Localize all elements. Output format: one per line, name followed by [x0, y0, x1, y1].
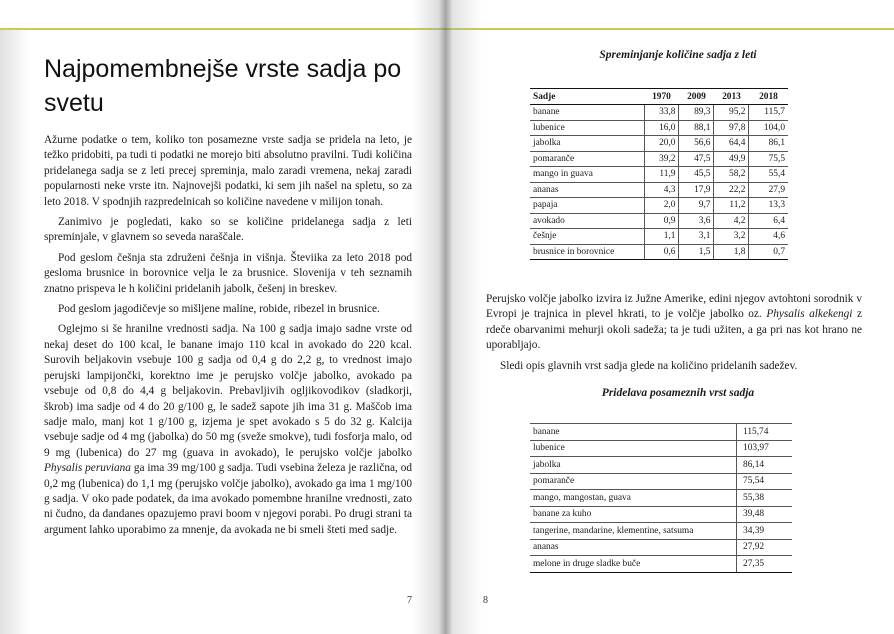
header-year-1970: 1970 — [644, 89, 679, 105]
paragraph-4: Pod geslom jagodičevje so mišljene maline, robide, ribezel in brusnice. — [58, 303, 380, 316]
value-cell: 45,5 — [679, 167, 714, 183]
value-cell: 75,5 — [749, 151, 788, 167]
table-row — [530, 539, 792, 556]
table-row — [530, 136, 788, 152]
fruit-name-cell: ananas — [530, 182, 644, 198]
value-cell: 75,54 — [737, 473, 793, 490]
value-cell: 0,6 — [644, 244, 679, 260]
fruit-production-table — [530, 423, 792, 573]
fruit-name-cell: jabolka — [530, 457, 737, 474]
fruit-name-cell: ananas — [530, 539, 737, 556]
table-row — [530, 556, 792, 573]
species-name: Physalis peruviana — [44, 462, 131, 475]
table-row — [530, 120, 788, 136]
value-cell: 13,3 — [749, 198, 788, 214]
fruit-name-cell: melone in druge sladke buče — [530, 556, 737, 573]
fruit-name-cell: mango, mangostan, guava — [530, 490, 737, 507]
paragraph-physalis — [486, 292, 862, 354]
table-2-caption: Pridelava posameznih vrst sadja — [601, 387, 755, 399]
fruit-name-cell: lubenice — [530, 440, 737, 457]
table-row — [530, 523, 792, 540]
table-row — [530, 198, 788, 214]
value-cell: 0,7 — [749, 244, 788, 260]
right-page — [483, 30, 870, 630]
paragraph-5-text: Oglejmo si še hranilne vrednosti sadja. Na 100 g sadja imajo sadne vrste od nekaj deset do 100 kcal, le banane imajo 110 kcal in avokado do 220 kcal. Surovih beljakovin vsebuje 100 g sadja od 0,4 g do 2,2 g, to vrednost imajo perujski lampijončki, korektno ime je perujsko volčje jabolko, avokado pa vsebuje od 0,8 do 4,4 g beljakovin. Prebavljivih ogljikovodikov (sladkorji, škrob) ima sadje od 4 do 20 g/100 g, le sadež sapote jih ima 31 g. Maščob ima sadje malo, manj kot 1 g/100 g, izjema je spet avokado s 5 do 32 g. Kalcija vsebuje sadje od 4 mg (jabolka) do 50 mg (sveže smokve), tudi fosforja malo, od 9 mg (lubenica) do 27 mg (guava in avokado), le perujsko volčje jabolko — [44, 323, 412, 459]
fruit-name-cell: tangerine, mandarine, klementine, satsuma — [530, 523, 737, 540]
paragraph-5-text-end: ga ima 39 mg/100 g sadja. Tudi vsebina železa je različna, od 0,2 mg (lubenica) do 1,1 mg (perujsko volčje jabolko), avokado ga ima 1 mg/100 g sadja. V oko pade podatek, da ima avokado pomembne hranilne vrednosti, zato ni čudno, da dandanes opazujemo pravi boom v njegovi porabi. Po drugi strani ta argument lahko uporabimo za mnenje, da avokada ne bi smeli šteti med sadje. — [44, 462, 412, 536]
fruit-name-cell: pomaranče — [530, 473, 737, 490]
table-row — [530, 229, 788, 245]
paragraph-5 — [44, 322, 412, 538]
value-cell: 27,92 — [737, 539, 793, 556]
value-cell: 115,7 — [749, 105, 788, 121]
table-row — [530, 457, 792, 474]
value-cell: 58,2 — [714, 167, 749, 183]
value-cell: 2,0 — [644, 198, 679, 214]
value-cell: 95,2 — [714, 105, 749, 121]
right-body-text — [486, 292, 862, 379]
value-cell: 55,4 — [749, 167, 788, 183]
fruit-name-cell: pomaranče — [530, 151, 644, 167]
fruit-change-table — [530, 88, 788, 260]
table-row — [530, 213, 788, 229]
table-row — [530, 506, 792, 523]
fruit-name-cell: lubenice — [530, 120, 644, 136]
table-1-caption: Spreminjanje količine sadja z leti — [599, 49, 757, 61]
value-cell: 6,4 — [749, 213, 788, 229]
page-edge-shade — [0, 30, 30, 634]
value-cell: 86,1 — [749, 136, 788, 152]
value-cell: 17,9 — [679, 182, 714, 198]
value-cell: 104,0 — [749, 120, 788, 136]
value-cell: 1,1 — [644, 229, 679, 245]
fruit-name-cell: mango in guava — [530, 167, 644, 183]
paragraph-1: Ažurne podatke o tem, koliko ton posamezne vrste sadja se pridela na leto, je težko pridobiti, pa tudi ti podatki ne morejo biti absolutno pravilni. Tudi količina pridelanega sadja se z leti precej spreminja, malo zaradi vremena, nekaj zaradi popularnosti neke vrste itn. Najnovejši podatki, ki sem jih našel na spletu, so za leto 2018. V spodnjih razpredelnicah so količine navedene v milijon tonah. — [44, 134, 412, 208]
value-cell: 34,39 — [737, 523, 793, 540]
header-year-2018: 2018 — [749, 89, 788, 105]
value-cell: 16,0 — [644, 120, 679, 136]
book-gutter — [412, 0, 482, 634]
fruit-name-cell: banane — [530, 105, 644, 121]
paragraph-intro: Sledi opis glavnih vrst sadja glede na količino pridelanih sadežev. — [500, 359, 798, 372]
fruit-name-cell: papaja — [530, 198, 644, 214]
value-cell: 11,2 — [714, 198, 749, 214]
header-year-2013: 2013 — [714, 89, 749, 105]
value-cell: 115,74 — [737, 424, 793, 441]
value-cell: 89,3 — [679, 105, 714, 121]
fruit-name-cell: banane za kuho — [530, 506, 737, 523]
left-page — [44, 30, 416, 630]
value-cell: 9,7 — [679, 198, 714, 214]
header-fruit: Sadje — [530, 89, 644, 105]
table-row — [530, 151, 788, 167]
table-row — [530, 244, 788, 260]
value-cell: 1,8 — [714, 244, 749, 260]
table-row — [530, 473, 792, 490]
paragraph-2: Zanimivo je pogledati, kako so se količine pridelanega sadja z leti spreminjale, v glavnem so seveda naraščale. — [44, 216, 412, 244]
value-cell: 27,9 — [749, 182, 788, 198]
page-number-left: 7 — [407, 595, 412, 606]
value-cell: 39,48 — [737, 506, 793, 523]
value-cell: 55,38 — [737, 490, 793, 507]
table-row — [530, 424, 792, 441]
value-cell: 3,6 — [679, 213, 714, 229]
value-cell: 4,3 — [644, 182, 679, 198]
value-cell: 4,6 — [749, 229, 788, 245]
table-row — [530, 490, 792, 507]
value-cell: 97,8 — [714, 120, 749, 136]
fruit-name-cell: avokado — [530, 213, 644, 229]
table-row — [530, 167, 788, 183]
value-cell: 20,0 — [644, 136, 679, 152]
value-cell: 64,4 — [714, 136, 749, 152]
fruit-name-cell: češnje — [530, 229, 644, 245]
value-cell: 4,2 — [714, 213, 749, 229]
value-cell: 56,6 — [679, 136, 714, 152]
value-cell: 39,2 — [644, 151, 679, 167]
value-cell: 22,2 — [714, 182, 749, 198]
paragraph-3: Pod geslom češnja sta združeni češnja in višnja. Števiika za leto 2018 pod gesloma brusnice in borovnice velja le za brusnice. Slovenija v teh seznamih znatno prispeva le h količini pridelanih jabolk, češenj in breskev. — [44, 251, 412, 295]
table-row — [530, 182, 788, 198]
value-cell: 11,9 — [644, 167, 679, 183]
page-heading: Najpomembnejše vrste sadja po svetu — [44, 55, 402, 117]
left-body-text — [44, 133, 412, 543]
fruit-name-cell: brusnice in borovnice — [530, 244, 644, 260]
value-cell: 47,5 — [679, 151, 714, 167]
value-cell: 103,97 — [737, 440, 793, 457]
value-cell: 86,14 — [737, 457, 793, 474]
value-cell: 3,2 — [714, 229, 749, 245]
table-header-row — [530, 89, 788, 105]
value-cell: 88,1 — [679, 120, 714, 136]
value-cell: 0,9 — [644, 213, 679, 229]
value-cell: 27,35 — [737, 556, 793, 573]
value-cell: 33,8 — [644, 105, 679, 121]
paragraph-physalis-text-end: z rdeče obarvanimi mehurji okoli sadeža; ta je tudi užiten, a ga pri nas kot hrano ne uporabljajo. — [486, 308, 863, 352]
table-row — [530, 105, 788, 121]
fruit-name-cell: jabolka — [530, 136, 644, 152]
value-cell: 1,5 — [679, 244, 714, 260]
species-name: Physalis alkekengi — [766, 308, 853, 321]
value-cell: 3,1 — [679, 229, 714, 245]
header-year-2009: 2009 — [679, 89, 714, 105]
paragraph-physalis-text: Perujsko volčje jabolko izvira iz Južne Amerike, edini njegov avtohtoni sorodnik v Evropi je trajnica in plevel hkrati, to je volčje jabolko oz. — [486, 293, 862, 321]
fruit-name-cell: banane — [530, 424, 737, 441]
table-row — [530, 440, 792, 457]
value-cell: 49,9 — [714, 151, 749, 167]
page-number-right: 8 — [483, 595, 488, 606]
